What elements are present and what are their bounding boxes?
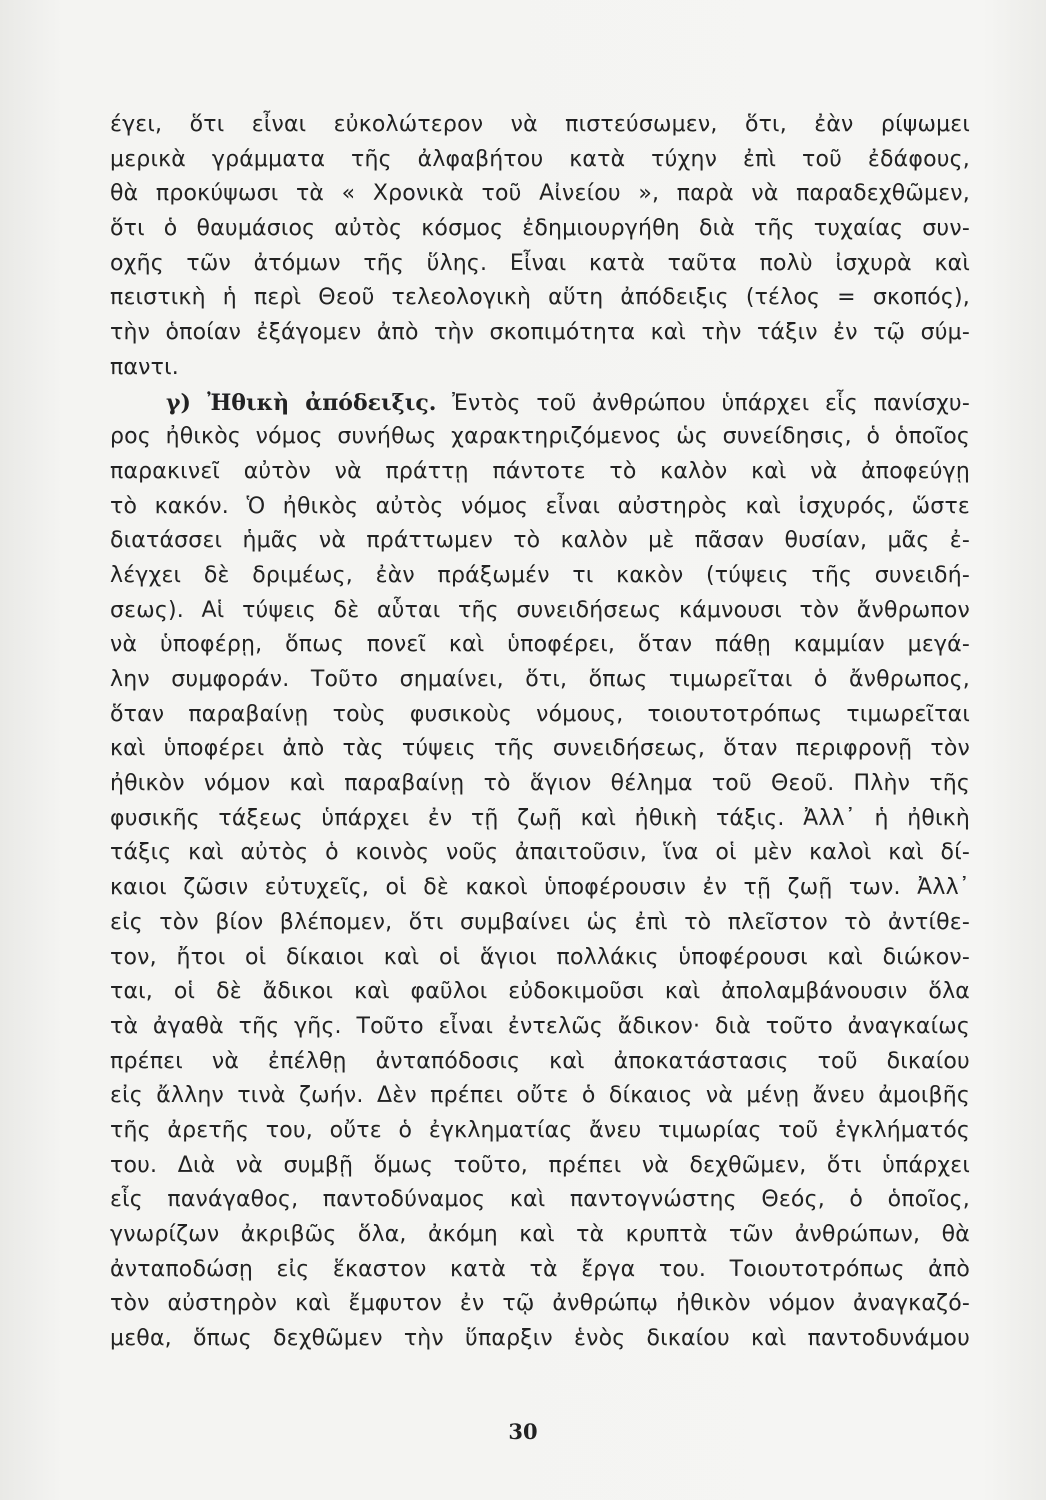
text-line: καιοι ζῶσιν εὐτυχεῖς, οἱ δὲ κακοὶ ὑποφέρουσιν ἐν τῇ ζωῇ των. Ἀλλ᾽ <box>110 875 970 901</box>
section-heading-line <box>110 386 970 421</box>
text-line: παντι. <box>110 354 179 380</box>
text-line: εἰς ἄλλην τινὰ ζωήν. Δὲν πρέπει οὔτε ὁ δίκαιος νὰ μένῃ ἄνευ ἀμοιβῆς <box>110 1083 970 1109</box>
text-line: τάξις καὶ αὐτὸς ὁ κοινὸς νοῦς ἀπαιτοῦσιν, ἵνα οἱ μὲν καλοὶ καὶ δί- <box>110 840 970 866</box>
text-line: ἠθικὸν νόμον καὶ παραβαίνῃ τὸ ἅγιον θέλημα τοῦ Θεοῦ. Πλὴν τῆς <box>110 771 970 797</box>
text-line: τῆς ἀρετῆς του, οὔτε ὁ ἐγκληματίας ἄνευ τιμωρίας τοῦ ἐγκλήματός <box>110 1117 970 1143</box>
text-line: ὅταν παραβαίνῃ τοὺς φυσικοὺς νόμους, τοιουτοτρόπως τιμωρεῖται <box>110 701 970 727</box>
text-line: διατάσσει ἡμᾶς νὰ πράττωμεν τὸ καλὸν μὲ πᾶσαν θυσίαν, μᾶς ἐ- <box>110 528 970 554</box>
text-line: έγει, ὅτι εἶναι εὐκολώτερον νὰ πιστεύσωμεν, ὅτι, ἐὰν ρίψωμει <box>110 112 970 137</box>
text-line: πειστικὴ ἡ περὶ Θεοῦ τελεολογικὴ αὕτη ἀπόδειξις (τέλος = σκοπός), <box>110 285 970 311</box>
heading-line-text: Ἐντὸς τοῦ ἀνθρώπου ὑπάρχει εἷς πανίσχυ- <box>452 390 970 416</box>
text-line: τὸν αὐστηρὸν καὶ ἔμφυτον ἐν τῷ ἀνθρώπῳ ἠθικὸν νόμον ἀναγκαζό- <box>110 1291 970 1317</box>
text-line: ὅτι ὁ θαυμάσιος αὐτὸς κόσμος ἐδημιουργήθη διὰ τῆς τυχαίας συν- <box>110 216 970 242</box>
text-line: ται, οἱ δὲ ἄδικοι καὶ φαῦλοι εὐδοκιμοῦσι καὶ ἀπολαμβάνουσιν ὅλα <box>110 979 970 1005</box>
text-line: οχῆς τῶν ἀτόμων τῆς ὕλης. Εἶναι κατὰ ταῦτα πολὺ ἰσχυρὰ καὶ <box>110 250 970 276</box>
text-line: ἀνταποδώσῃ εἰς ἕκαστον κατὰ τὰ ἔργα του. Τοιουτοτρόπως ἀπὸ <box>110 1256 970 1282</box>
text-line: του. Διὰ νὰ συμβῇ ὅμως τοῦτο, πρέπει νὰ δεχθῶμεν, ὅτι ὑπάρχει <box>110 1152 970 1178</box>
text-line: τὸ κακόν. Ὁ ἠθικὸς αὐτὸς νόμος εἶναι αὐστηρὸς καὶ ἰσχυρός, ὥστε <box>110 493 970 519</box>
text-line: εἰς τὸν βίον βλέπομεν, ὅτι συμβαίνει ὡς ἐπὶ τὸ πλεῖστον τὸ ἀντίθε- <box>110 909 970 935</box>
text-line: θὰ προκύψωσι τὰ « Χρονικὰ τοῦ Αἰνείου », παρὰ νὰ παραδεχθῶμεν, <box>110 181 970 207</box>
text-line: παρακινεῖ αὐτὸν νὰ πράττῃ πάντοτε τὸ καλὸν καὶ νὰ ἀποφεύγῃ <box>110 458 970 484</box>
text-line: λην συμφοράν. Τοῦτο σημαίνει, ὅτι, ὅπως τιμωρεῖται ὁ ἄνθρωπος, <box>110 667 970 692</box>
text-line: καὶ ὑποφέρει ἀπὸ τὰς τύψεις τῆς συνειδήσεως, ὅταν περιφρονῇ τὸν <box>110 736 970 762</box>
page-number: 30 <box>508 1419 538 1444</box>
text-line: λέγχει δὲ δριμέως, ἐὰν πράξωμέν τι κακὸν (τύψεις τῆς συνειδή- <box>110 562 970 588</box>
text-line: γνωρίζων ἀκριβῶς ὅλα, ἀκόμη καὶ τὰ κρυπτὰ τῶν ἀνθρώπων, θὰ <box>110 1222 970 1247</box>
text-line: τὰ ἀγαθὰ τῆς γῆς. Τοῦτο εἶναι ἐντελῶς ἄδικον· διὰ τοῦτο ἀναγκαίως <box>110 1013 970 1039</box>
text-line: σεως). Αἱ τύψεις δὲ αὗται τῆς συνειδήσεως κάμνουσι τὸν ἄνθρωπον <box>110 597 970 623</box>
text-line: πρέπει νὰ ἐπέλθῃ ἀνταπόδοσις καὶ ἀποκατάστασις τοῦ δικαίου <box>110 1048 970 1074</box>
text-line: ρος ἠθικὸς νόμος συνήθως χαρακτηριζόμενος ὡς συνείδησις, ὁ ὁποῖος <box>110 424 970 450</box>
text-line: τον, ἤτοι οἱ δίκαιοι καὶ οἱ ἅγιοι πολλάκις ὑποφέρουσι καὶ διώκον- <box>110 944 970 970</box>
text-line: εἷς πανάγαθος, παντοδύναμος καὶ παντογνώστης Θεός, ὁ ὁποῖος, <box>110 1187 970 1213</box>
text-line: μερικὰ γράμματα τῆς ἀλφαβήτου κατὰ τύχην ἐπὶ τοῦ ἐδάφους, <box>110 146 970 172</box>
text-line: τὴν ὁποίαν ἐξάγομεν ἀπὸ τὴν σκοπιμότητα καὶ τὴν τάξιν ἐν τῷ σύμ- <box>110 320 970 346</box>
section-heading: γ) Ἠθικὴ ἀπόδειξις. <box>166 389 437 416</box>
text-line: μεθα, ὅπως δεχθῶμεν τὴν ὕπαρξιν ἑνὸς δικαίου καὶ παντοδυνάμου <box>110 1326 970 1352</box>
text-line: νὰ ὑποφέρῃ, ὅπως πονεῖ καὶ ὑποφέρει, ὅταν πάθῃ καμμίαν μεγά- <box>110 632 970 658</box>
body-text <box>110 108 970 1357</box>
text-line: φυσικῆς τάξεως ὑπάρχει ἐν τῇ ζωῇ καὶ ἠθικὴ τάξις. Ἀλλ᾽ ἡ ἠθικὴ <box>110 805 970 831</box>
